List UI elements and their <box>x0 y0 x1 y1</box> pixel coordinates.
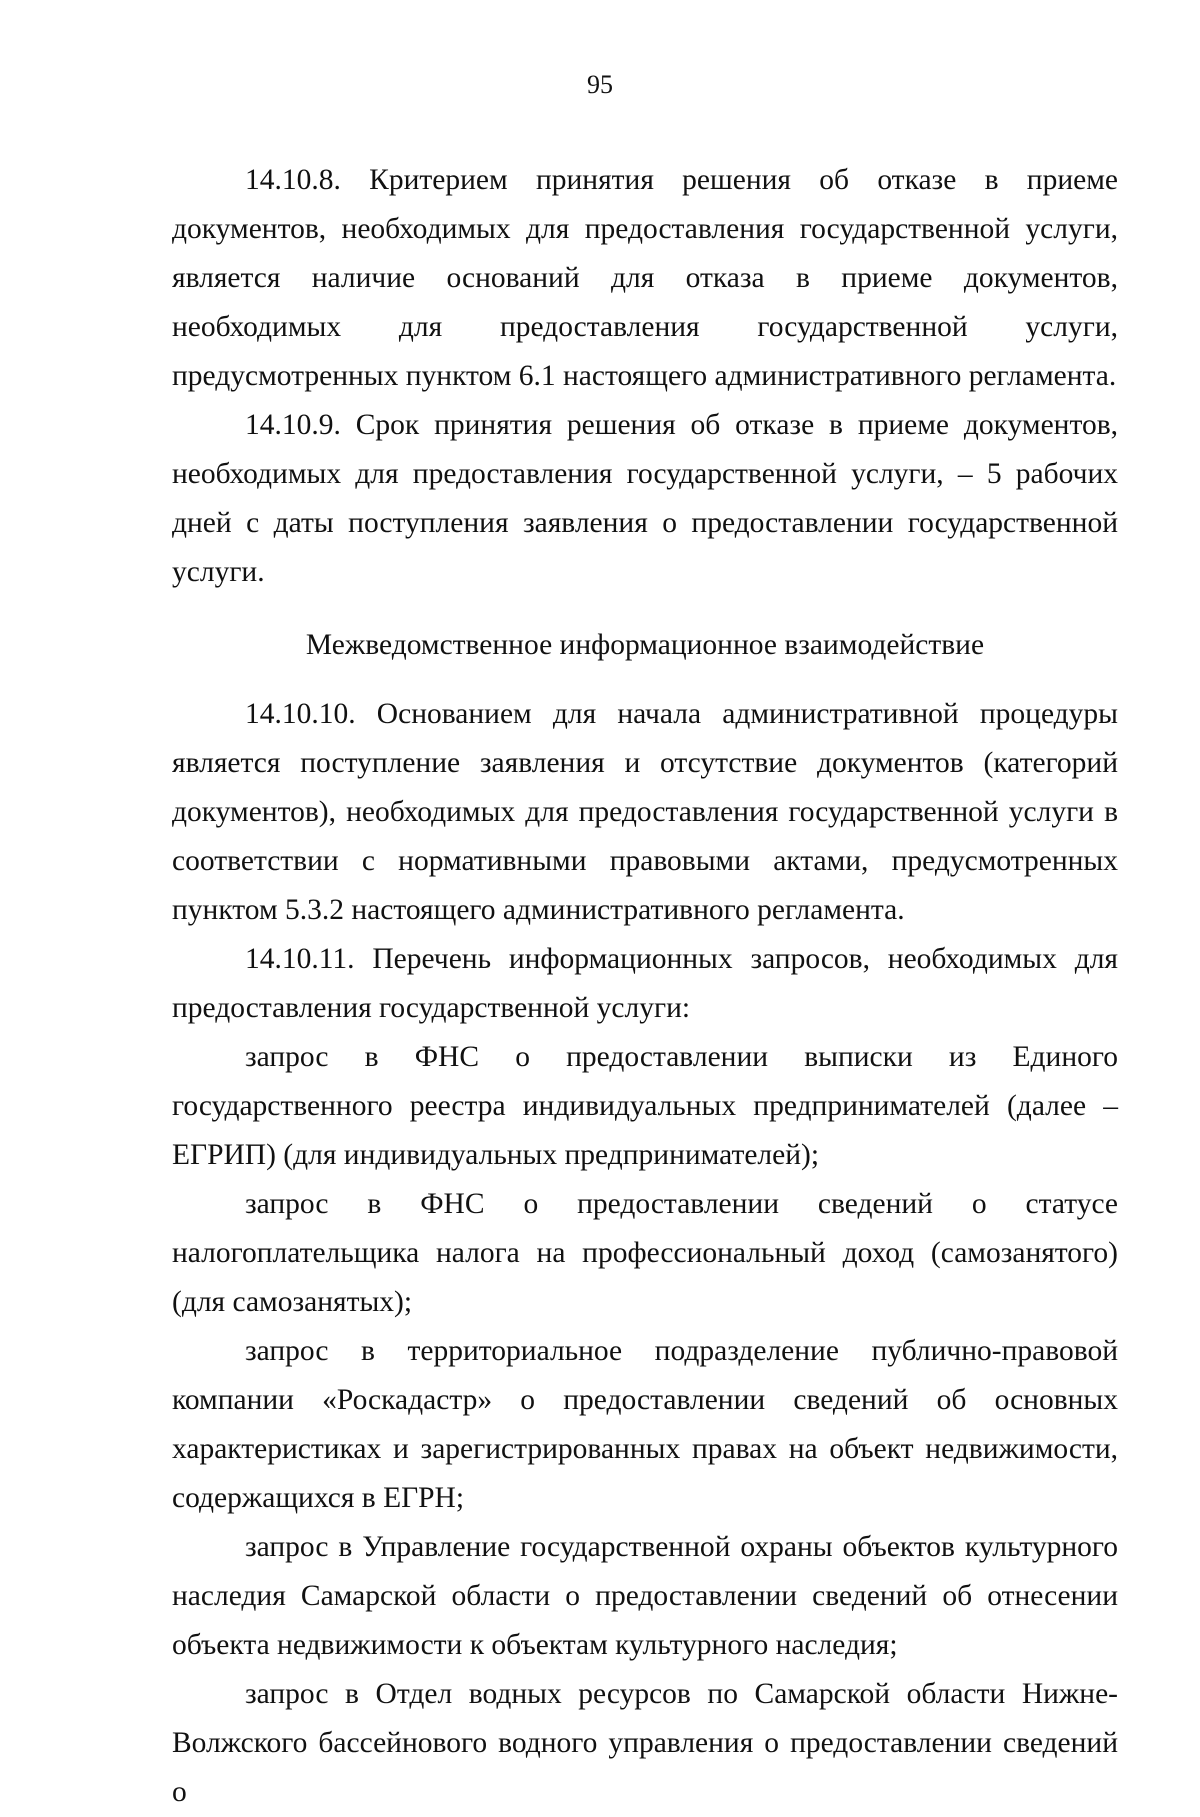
request-item-egrip: запрос в ФНС о предоставлении выписки из Единого государственного реестра индивидуальных предпринимателей (далее – ЕГРИП) (для индивидуальных предпринимателей); <box>172 1041 1118 1171</box>
request-item-water-resources: запрос в Отдел водных ресурсов по Самарской области Нижне-Волжского бассейнового водного управления о предоставлении сведений о <box>172 1678 1118 1808</box>
paragraph-14-10-10: 14.10.10. Основанием для начала административной процедуры является поступление заявления и отсутствие документов (категорий документов), необходимых для предоставления государственной услуги в соответствии с нормативными правовыми актами, предусмотренных пунктом 5.3.2 настоящего административного регламента. <box>172 698 1118 926</box>
request-item-self-employed: запрос в ФНС о предоставлении сведений о статусе налогоплательщика налога на профессиональный доход (самозанятого) (для самозанятых); <box>172 1188 1118 1318</box>
document-body <box>172 156 1118 1817</box>
request-item-cultural-heritage: запрос в Управление государственной охраны объектов культурного наследия Самарской области о предоставлении сведений об отнесении объекта недвижимости к объектам культурного наследия; <box>172 1531 1118 1661</box>
paragraph-14-10-9: 14.10.9. Срок принятия решения об отказе в приеме документов, необходимых для предоставления государственной услуги, – 5 рабочих дней с даты поступления заявления о предоставлении государственной услуги. <box>172 409 1118 588</box>
request-item-roskadastr: запрос в территориальное подразделение публично-правовой компании «Роскадастр» о предоставлении сведений об основных характеристиках и зарегистрированных правах на объект недвижимости, содержащихся в ЕГРН; <box>172 1335 1118 1514</box>
paragraph-14-10-11: 14.10.11. Перечень информационных запросов, необходимых для предоставления государственной услуги: <box>172 943 1118 1024</box>
paragraph-14-10-8: 14.10.8. Критерием принятия решения об отказе в приеме документов, необходимых для предоставления государственной услуги, является наличие оснований для отказа в приеме документов, необходимых для предоставления государственной услуги, предусмотренных пунктом 6.1 настоящего административного регламента. <box>172 164 1118 392</box>
section-title: Межведомственное информационное взаимодействие <box>305 629 985 661</box>
page-number: 95 <box>587 70 613 99</box>
